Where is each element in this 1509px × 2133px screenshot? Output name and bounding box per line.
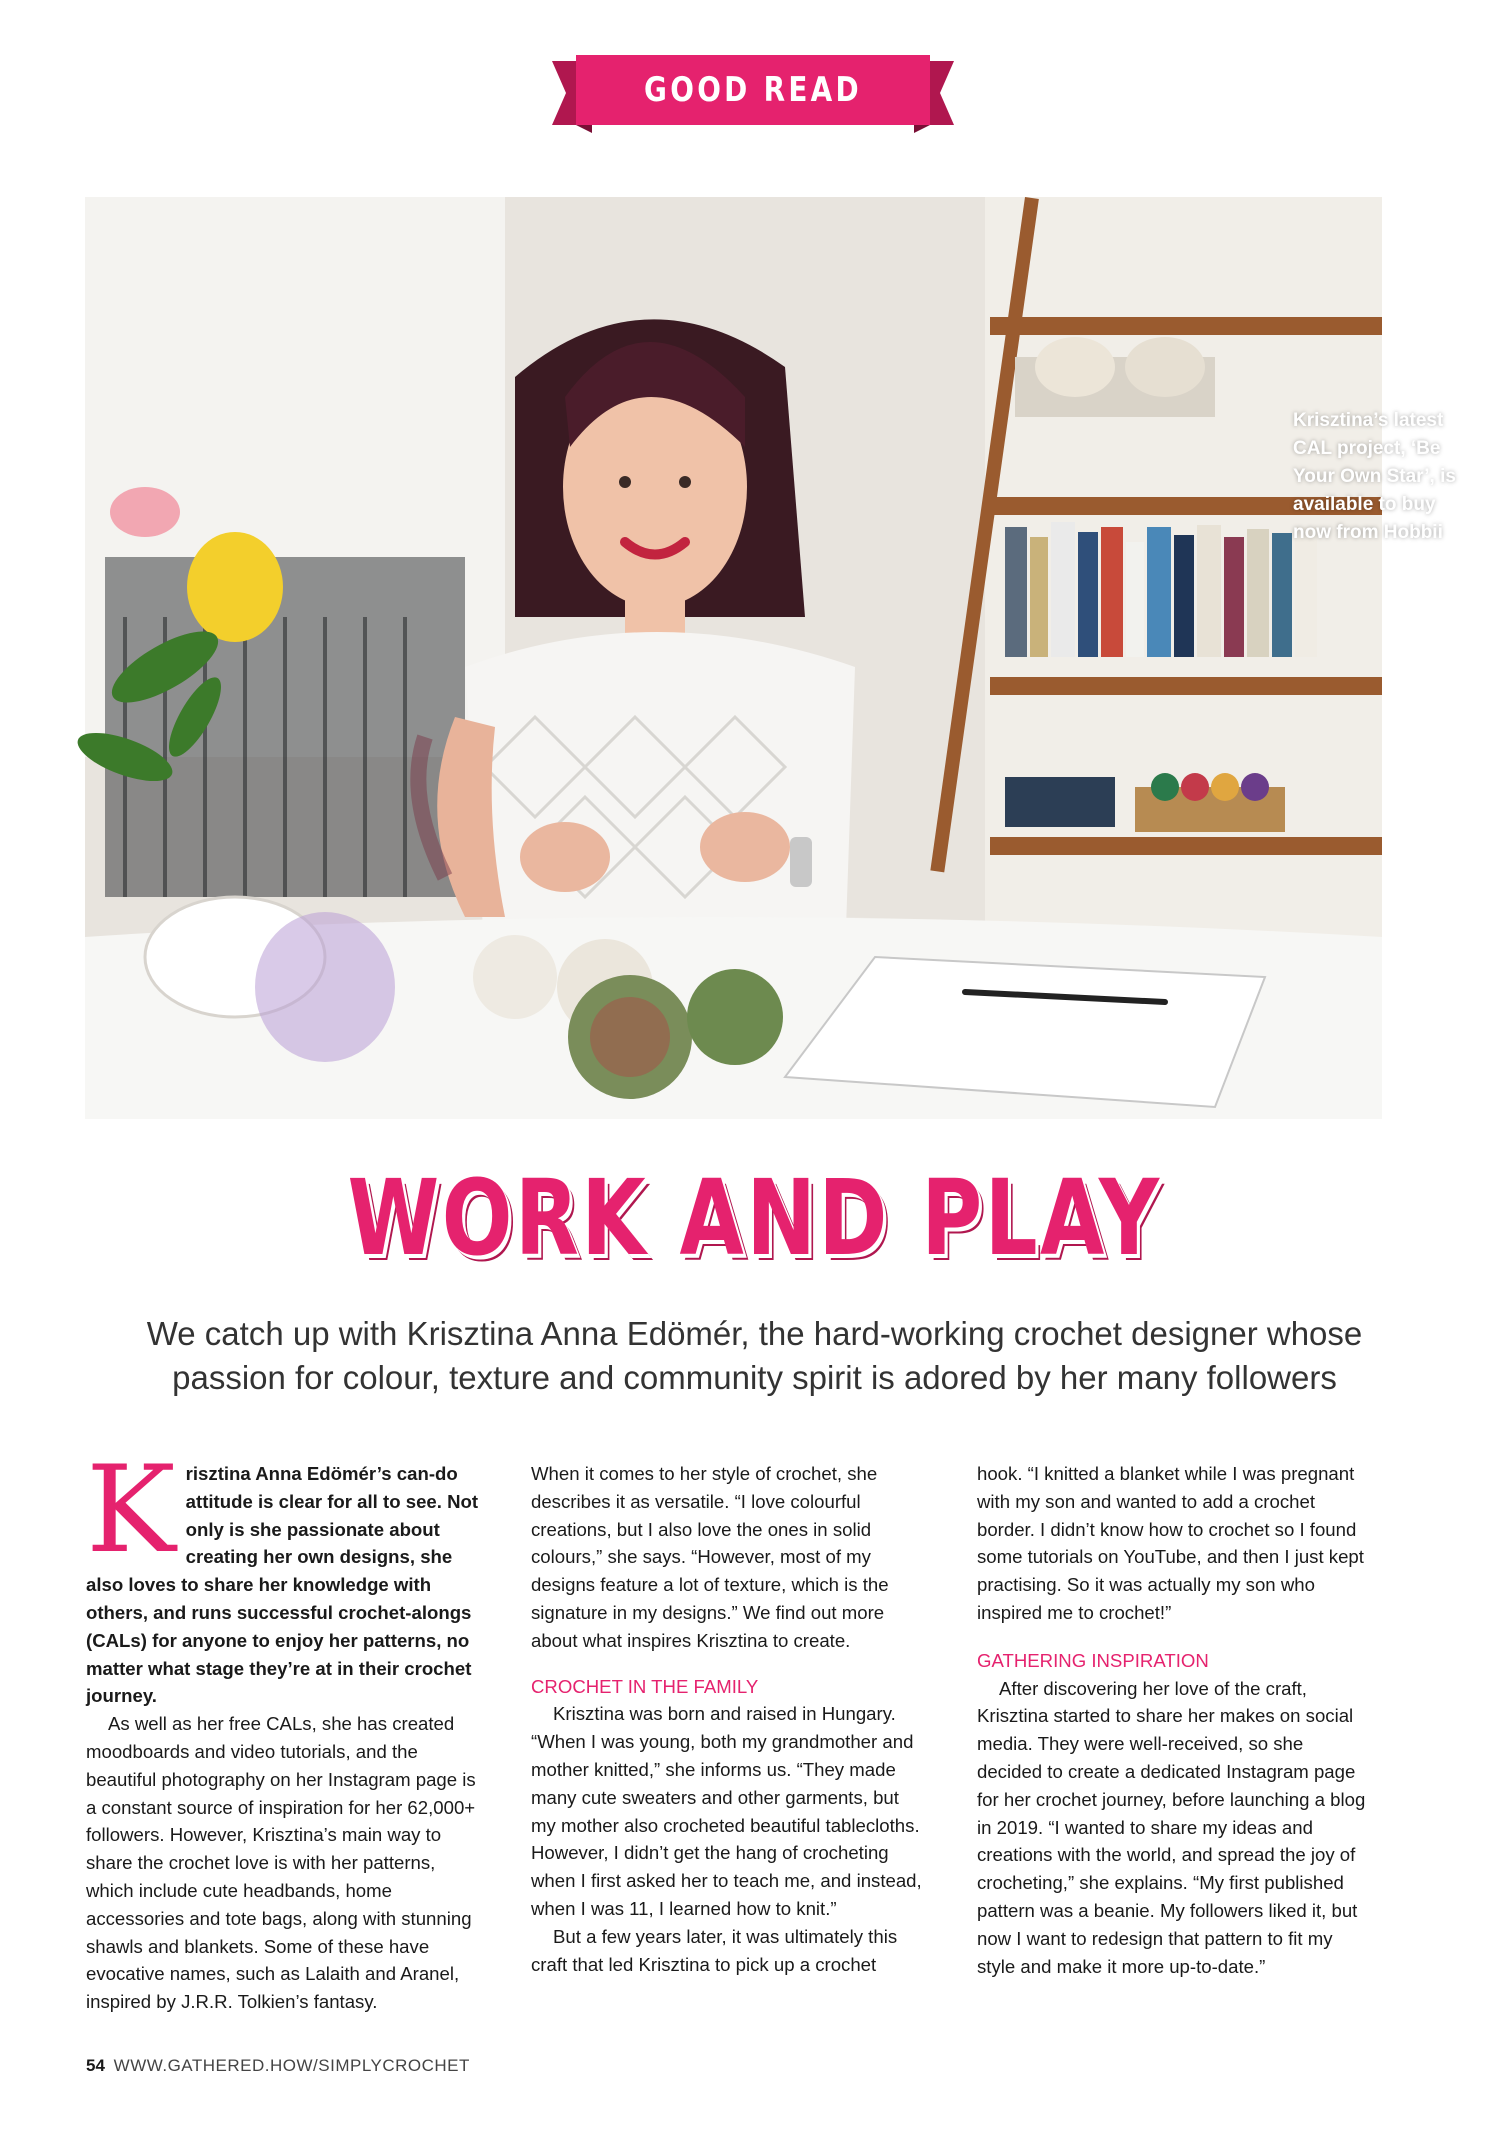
- article-column-3: [977, 1460, 1372, 1980]
- subheading: CROCHET IN THE FAMILY: [531, 1675, 759, 1697]
- article-column-1: [86, 1441, 481, 2016]
- body-paragraph: When it comes to her style of crochet, she describes it as versatile. “I love colourful creations, but I also love the ones in solid colours,” she says. “However, most of my designs feature a lot of texture, which is the signature in my designs.” We find out more about what inspires Krisztina to create.: [531, 1463, 889, 1651]
- section-banner: [552, 55, 954, 133]
- body-paragraph: As well as her free CALs, she has created moodboards and video tutorials, and the beautiful photography on her Instagram page is a constant source of inspiration for her 62,000+ followers. However, Krisztina’s main way to share the crochet love is with her patterns, which include cute headbands, home accessories and tote bags, along with stunning shawls and blankets. Some of these have evocative names, such as Lalaith and Aranel, inspired by J.R.R. Tolkien’s fantasy.: [86, 1713, 476, 2013]
- body-paragraph: Krisztina was born and raised in Hungary. “When I was young, both my grandmother and mother knitted,” she informs us. “They made many cute sweaters and other garments, but my mother also crocheted beautiful tablecloths. However, I didn’t get the hang of crocheting when I first asked her to teach me, and instead, when I was 11, I learned how to knit.”: [531, 1703, 922, 1919]
- subheading: GATHERING INSPIRATION: [977, 1649, 1209, 1671]
- article-column-2: [531, 1460, 926, 1978]
- body-paragraph: hook. “I knitted a blanket while I was pregnant with my son and wanted to add a crochet border. I didn’t know how to crochet so I found some tutorials on YouTube, and then I just kept practising. So it was actually my son who inspired me to crochet!”: [977, 1463, 1364, 1623]
- banner-label: GOOD READ: [644, 70, 862, 110]
- drop-cap: K: [86, 1441, 176, 1580]
- page-number: 54: [86, 2056, 105, 2075]
- body-paragraph: After discovering her love of the craft, Krisztina started to share her makes on social media. They were well-received, so she decided to create a dedicated Instagram page for her crochet journey, before launching a blog in 2019. “I wanted to share my ideas and creations with the world, and spread the joy of crocheting,” she explains. “My first published pattern was a beanie. My followers liked it, but now I want to redesign that pattern to fit my style and make it more up-to-date.”: [977, 1677, 1366, 1977]
- footer-url: WWW.GATHERED.HOW/SIMPLYCROCHET: [113, 2056, 470, 2075]
- article-headline: WORK AND PLAY: [347, 1157, 1162, 1279]
- intro-text: risztina Anna Edömér’s can-do attitude is clear for all to see. Not only is she passionate about creating her own designs, she also loves to share her knowledge with others, and runs successful crochet-alongs (CALs) for anyone to enjoy her patterns, no matter what stage they’re at in their crochet journey.: [86, 1463, 479, 1707]
- photo-caption: Krisztina’s latest CAL project, ‘Be Your Own Star’, is available to buy now from Hobbii: [1293, 410, 1456, 543]
- hero-photo: [85, 197, 1456, 1119]
- intro-paragraph: [86, 1441, 481, 1710]
- page-footer: [86, 2056, 470, 2076]
- body-paragraph: But a few years later, it was ultimately this craft that led Krisztina to pick up a crochet: [531, 1925, 898, 1975]
- article-standfirst: We catch up with Krisztina Anna Edömér, the hard-working crochet designer whose passion for colour, texture and community spirit is adored by her many followers: [146, 1315, 1363, 1396]
